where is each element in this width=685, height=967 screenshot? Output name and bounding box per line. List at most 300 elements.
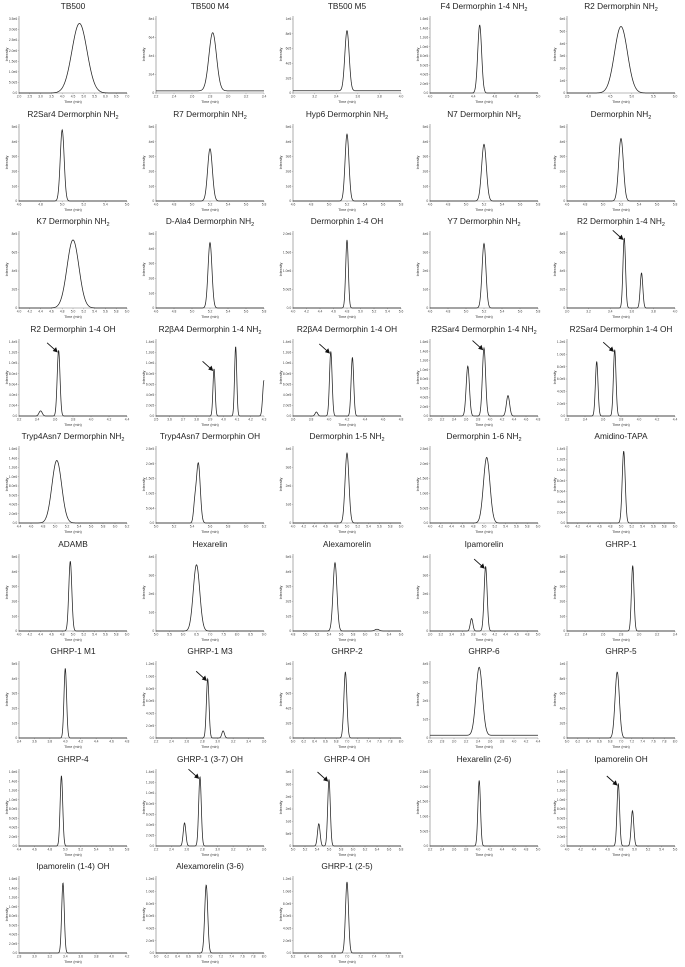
y-tick-label: 2e6 <box>286 484 292 488</box>
axis-frame <box>293 554 401 631</box>
x-tick-label: 5.4 <box>315 847 320 851</box>
x-tick-label: 5.0 <box>464 310 469 314</box>
x-tick-label: 3.6 <box>488 740 493 744</box>
chromatogram-trace <box>567 451 675 523</box>
y-tick-label: 0.0 <box>424 91 429 95</box>
axis-frame <box>293 876 401 953</box>
x-tick-label: 5.2 <box>482 310 487 314</box>
x-tick-label: 5.6 <box>89 525 94 529</box>
panel-title: Hexarelin <box>192 539 227 549</box>
y-tick-label: 1.0e6 <box>283 889 291 893</box>
axis-frame <box>19 124 127 201</box>
x-tick-label: 3.8 <box>309 417 314 421</box>
y-tick-label: 4.0e5 <box>9 503 17 507</box>
y-tick-label: 3e5 <box>286 584 292 588</box>
x-tick-label: 4.4 <box>363 417 368 421</box>
x-axis-label: Time (min) <box>612 853 629 857</box>
x-tick-label: 3.2 <box>17 417 22 421</box>
y-tick-label: 6.0e5 <box>283 382 291 386</box>
chromatogram-panel <box>0 860 134 967</box>
chromatogram-panel <box>548 215 682 322</box>
x-tick-label: 3.6 <box>291 417 296 421</box>
x-tick-label: 5.5 <box>92 95 97 99</box>
x-tick-label: 6.8 <box>608 740 613 744</box>
axis-frame <box>430 661 538 738</box>
chromatogram-panel <box>137 753 271 860</box>
chromatogram-trace <box>293 134 401 201</box>
x-tick-label: 4.0 <box>476 847 481 851</box>
x-tick-label: 3.4 <box>449 632 454 636</box>
y-tick-label: 2e6 <box>286 169 292 173</box>
y-tick-label: 4e5 <box>286 62 292 66</box>
x-tick-label: 4.4 <box>471 95 476 99</box>
y-tick-label: 3e6 <box>423 251 429 255</box>
x-tick-label: 4.0 <box>512 740 517 744</box>
x-tick-label: 4.0 <box>565 847 570 851</box>
x-tick-label: 6.0 <box>363 632 368 636</box>
y-tick-label: 8.0e5 <box>146 902 154 906</box>
y-tick-label: 5e6 <box>12 125 18 129</box>
panel-title: D-Ala4 Dermorphin $NH_2$ <box>166 216 254 228</box>
y-tick-label: 8e5 <box>286 677 292 681</box>
y-tick-label: 8.0e5 <box>146 371 154 375</box>
x-tick-label: 3.8 <box>651 310 656 314</box>
y-axis-label: Intensity <box>553 800 557 814</box>
y-tick-label: 1.0e6 <box>557 352 565 356</box>
x-tick-label: 7.4 <box>366 740 371 744</box>
y-tick-label: 3e6 <box>286 782 292 786</box>
x-tick-label: 3.8 <box>464 847 469 851</box>
chromatogram-panel <box>548 108 682 215</box>
panel-title: Tryp4Asn7 Dermorphin OH <box>160 431 260 441</box>
x-tick-label: 5.5 <box>167 632 172 636</box>
x-tick-label: 6.8 <box>197 955 202 959</box>
x-axis-label: Time (min) <box>612 100 629 104</box>
y-tick-label: 5.0e4 <box>146 506 154 510</box>
panel-title: Hexarelin (2-6) <box>457 754 512 764</box>
y-tick-label: 1e6 <box>286 662 292 666</box>
y-axis-label: Intensity <box>142 800 146 814</box>
x-tick-label: 3.8 <box>476 417 481 421</box>
y-tick-label: 8.0e5 <box>283 902 291 906</box>
x-axis-label: Time (min) <box>201 423 218 427</box>
y-tick-label: 1.0e5 <box>146 492 154 496</box>
x-tick-label: 5.4 <box>503 525 508 529</box>
y-tick-label: 4.0e5 <box>146 822 154 826</box>
x-tick-label: 4.8 <box>399 417 404 421</box>
x-tick-label: 4.2 <box>449 95 454 99</box>
y-tick-label: 2e5 <box>286 76 292 80</box>
y-tick-label: 1.4e6 <box>283 340 291 344</box>
x-tick-label: 4.4 <box>536 740 541 744</box>
x-axis-label: Time (min) <box>338 315 355 319</box>
y-tick-label: 8.0e5 <box>9 807 17 811</box>
y-tick-label: 0 <box>563 199 565 203</box>
x-tick-label: 4.1 <box>235 417 240 421</box>
panel-title: Ipamorelin OH <box>594 754 648 764</box>
chromatogram-trace <box>567 238 675 308</box>
y-tick-label: 5e6 <box>286 125 292 129</box>
y-tick-label: 1.0e6 <box>146 361 154 365</box>
y-tick-label: 0 <box>289 629 291 633</box>
chromatogram-panel <box>274 215 408 322</box>
chromatogram-trace <box>430 780 538 846</box>
y-axis-label: Intensity <box>279 262 283 276</box>
panel-title: Ipamorelin <box>465 539 504 549</box>
chromatogram-trace <box>293 240 401 308</box>
peak-arrow <box>473 340 481 347</box>
y-tick-label: 3e6 <box>286 770 292 774</box>
x-tick-label: 5.0 <box>190 202 195 206</box>
x-tick-label: 4.0 <box>399 95 404 99</box>
x-tick-label: 4.0 <box>291 525 296 529</box>
chromatogram-trace <box>19 776 127 846</box>
axis-frame <box>567 554 675 631</box>
y-axis-label: Intensity <box>553 370 557 384</box>
panel-title: GHRP-5 <box>605 646 637 656</box>
y-tick-label: 6.0e5 <box>420 386 428 390</box>
x-tick-label: 3.4 <box>673 632 678 636</box>
x-tick-label: 4.2 <box>493 632 498 636</box>
chromatogram-trace <box>156 463 264 523</box>
x-tick-label: 8.0 <box>399 740 404 744</box>
y-axis-label: Intensity <box>279 800 283 814</box>
y-tick-label: 2e6 <box>149 277 155 281</box>
x-tick-label: 3.5 <box>154 417 159 421</box>
y-axis-label: Intensity <box>5 262 9 276</box>
y-tick-label: 1.4e5 <box>557 447 565 451</box>
y-tick-label: 1.5e6 <box>9 59 17 63</box>
y-tick-label: 1e6 <box>560 79 566 83</box>
panel-title: GHRP-4 <box>57 754 89 764</box>
y-tick-label: 2.0e4 <box>557 511 565 515</box>
x-tick-label: 4.6 <box>428 310 433 314</box>
y-tick-label: 4e5 <box>423 662 429 666</box>
y-tick-label: 3e6 <box>149 573 155 577</box>
panel-title: GHRP-2 <box>331 646 363 656</box>
x-tick-label: 5.0 <box>71 310 76 314</box>
x-tick-label: 7.4 <box>229 955 234 959</box>
x-tick-label: 4.4 <box>512 417 517 421</box>
x-tick-label: 5.4 <box>77 525 82 529</box>
y-tick-label: 2.5e6 <box>9 38 17 42</box>
x-tick-label: 6.6 <box>323 740 328 744</box>
panel-title: R2Sar4 Dermorphin 1-4 OH <box>570 324 673 334</box>
y-tick-label: 2.0e5 <box>557 834 565 838</box>
chromatogram-trace <box>567 27 675 94</box>
x-tick-label: 7.0 <box>208 955 213 959</box>
x-tick-label: 4.6 <box>428 202 433 206</box>
x-tick-label: 4.0 <box>109 955 114 959</box>
y-tick-label: 0.0 <box>13 951 18 955</box>
chromatogram-panel <box>274 645 408 752</box>
axis-frame <box>19 661 127 738</box>
y-tick-label: 6e5 <box>286 692 292 696</box>
y-tick-label: 1e6 <box>286 184 292 188</box>
y-tick-label: 3e5 <box>423 681 429 685</box>
y-axis-label: Intensity <box>553 262 557 276</box>
x-axis-label: Time (min) <box>475 100 492 104</box>
y-tick-label: 6.0e5 <box>9 816 17 820</box>
x-tick-label: 4.8 <box>334 525 339 529</box>
x-tick-label: 8.5 <box>248 632 253 636</box>
x-tick-label: 7.0 <box>619 740 624 744</box>
y-tick-label: 2e5 <box>286 721 292 725</box>
x-tick-label: 8.0 <box>235 632 240 636</box>
y-tick-label: 1.2e6 <box>146 780 154 784</box>
y-tick-label: 4.0e5 <box>146 711 154 715</box>
panel-title: R2βA4 Dermorphin 1-4 $NH_2$ <box>159 324 262 336</box>
peak-arrow <box>203 361 211 368</box>
x-tick-label: 6.4 <box>387 632 392 636</box>
x-tick-label: 7.5 <box>221 632 226 636</box>
axis-frame <box>156 554 264 631</box>
y-tick-label: 1.4e6 <box>9 886 17 890</box>
axis-frame <box>430 446 538 523</box>
x-tick-label: 4.6 <box>514 632 519 636</box>
x-tick-label: 5.0 <box>154 525 159 529</box>
y-axis-label: Intensity <box>5 907 9 921</box>
x-tick-label: 6.0 <box>351 847 356 851</box>
chromatogram-panel <box>0 753 134 860</box>
axis-frame <box>293 16 401 93</box>
x-tick-label: 6.2 <box>363 847 368 851</box>
y-tick-label: 8e5 <box>560 232 566 236</box>
y-tick-label: 4e4 <box>149 54 155 58</box>
x-axis-label: Time (min) <box>64 315 81 319</box>
x-tick-label: 4.0 <box>291 310 296 314</box>
x-tick-label: 5.2 <box>345 202 350 206</box>
x-tick-label: 4.6 <box>32 847 37 851</box>
x-tick-label: 3.4 <box>452 417 457 421</box>
y-axis-label: Intensity <box>142 477 146 491</box>
y-tick-label: 4e6 <box>149 247 155 251</box>
y-tick-label: 0.0 <box>424 414 429 418</box>
y-tick-label: 2e5 <box>12 288 18 292</box>
panel-title: GHRP-1 (2-5) <box>321 861 372 871</box>
chromatogram-trace <box>430 25 538 93</box>
axis-frame <box>430 124 538 201</box>
axis-frame <box>293 339 401 416</box>
chromatogram-panel <box>274 323 408 430</box>
x-tick-label: 8.0 <box>673 740 678 744</box>
x-tick-label: 5.0 <box>60 202 65 206</box>
x-tick-label: 3.9 <box>208 417 213 421</box>
x-tick-label: 3.4 <box>246 847 251 851</box>
y-tick-label: 6.0e5 <box>146 382 154 386</box>
y-axis-label: Intensity <box>553 155 557 169</box>
y-tick-label: 1.2e6 <box>146 350 154 354</box>
x-tick-label: 3.5 <box>565 95 570 99</box>
y-tick-label: 1.4e6 <box>9 779 17 783</box>
x-tick-label: 5.6 <box>244 310 249 314</box>
x-tick-label: 3.8 <box>194 417 199 421</box>
chromatogram-panel <box>411 215 545 322</box>
peak-arrow <box>47 342 55 349</box>
y-tick-label: 8e5 <box>560 677 566 681</box>
y-tick-label: 1.6e6 <box>9 770 17 774</box>
x-tick-label: 5.6 <box>399 310 404 314</box>
y-tick-label: 1.2e6 <box>283 350 291 354</box>
panel-title: N7 Dermorphin $NH_2$ <box>447 109 521 121</box>
x-tick-label: 2.4 <box>169 740 174 744</box>
x-tick-label: 4.6 <box>109 740 114 744</box>
x-tick-label: 5.8 <box>114 310 119 314</box>
chromatogram-trace <box>293 779 401 846</box>
x-tick-label: 3.2 <box>231 740 236 744</box>
x-tick-label: 9.0 <box>262 632 267 636</box>
x-tick-label: 4.8 <box>41 525 46 529</box>
x-tick-label: 3.4 <box>63 955 68 959</box>
y-tick-label: 1e5 <box>286 614 292 618</box>
y-tick-label: 1.6e6 <box>557 770 565 774</box>
chromatogram-trace <box>156 679 264 738</box>
x-tick-label: 6.2 <box>375 632 380 636</box>
y-tick-label: 5.0e5 <box>420 506 428 510</box>
y-axis-label: Intensity <box>142 262 146 276</box>
x-tick-label: 5.6 <box>103 632 108 636</box>
x-tick-label: 3.8 <box>94 955 99 959</box>
x-tick-label: 5.2 <box>65 525 70 529</box>
y-tick-label: 4e6 <box>423 232 429 236</box>
y-tick-label: 6.0e5 <box>9 923 17 927</box>
x-tick-label: 6.0 <box>291 740 296 744</box>
y-tick-label: 1.6e6 <box>420 17 428 21</box>
y-tick-label: 2e6 <box>423 592 429 596</box>
x-tick-label: 5.0 <box>327 202 332 206</box>
y-tick-label: 8e5 <box>12 232 18 236</box>
y-tick-label: 1e6 <box>149 291 155 295</box>
y-tick-label: 8.0e5 <box>557 807 565 811</box>
y-tick-label: 2e6 <box>560 169 566 173</box>
panel-title: GHRP-1 (3-7) OH <box>177 754 243 764</box>
x-tick-label: 6.0 <box>536 525 541 529</box>
y-tick-label: 6e6 <box>560 17 566 21</box>
x-tick-label: 5.4 <box>366 525 371 529</box>
x-tick-label: 4.8 <box>536 417 541 421</box>
chromatogram-trace <box>293 672 401 738</box>
x-axis-label: Time (min) <box>338 853 355 857</box>
x-tick-label: 3.6 <box>167 417 172 421</box>
chromatogram-trace <box>19 240 127 308</box>
y-tick-label: 1e6 <box>423 184 429 188</box>
axis-frame <box>156 16 264 93</box>
x-tick-label: 3.0 <box>291 95 296 99</box>
y-tick-label: 1e6 <box>286 819 292 823</box>
x-tick-label: 6.2 <box>291 955 296 959</box>
x-axis-label: Time (min) <box>475 208 492 212</box>
y-tick-label: 6e5 <box>560 251 566 255</box>
y-tick-label: 0 <box>563 91 565 95</box>
x-tick-label: 4.8 <box>48 847 53 851</box>
chromatogram-trace <box>567 138 675 200</box>
y-tick-label: 5e6 <box>149 232 155 236</box>
x-tick-label: 6.8 <box>331 955 336 959</box>
panel-title: GHRP-1 M1 <box>50 646 96 656</box>
x-tick-label: 6.4 <box>375 847 380 851</box>
x-tick-label: 4.4 <box>17 525 22 529</box>
x-tick-label: 5.0 <box>154 632 159 636</box>
y-tick-label: 2e4 <box>149 73 155 77</box>
panel-title: R7 Dermorphin $NH_2$ <box>173 109 247 121</box>
x-tick-label: 6.0 <box>181 632 186 636</box>
x-tick-label: 4.2 <box>28 632 33 636</box>
y-tick-label: 2.0e5 <box>146 724 154 728</box>
y-tick-label: 1.0e5 <box>9 361 17 365</box>
chromatogram-panel <box>137 538 271 645</box>
y-axis-label: Intensity <box>5 47 9 61</box>
y-tick-label: 1.6e6 <box>9 447 17 451</box>
x-axis-label: Time (min) <box>201 638 218 642</box>
x-tick-label: 5.4 <box>226 202 231 206</box>
y-tick-label: 0 <box>15 736 17 740</box>
y-axis-label: Intensity <box>5 477 9 491</box>
y-tick-label: 2.0e5 <box>283 939 291 943</box>
y-tick-label: 1.4e6 <box>146 770 154 774</box>
x-tick-label: 6.0 <box>154 955 159 959</box>
y-tick-label: 4.0e5 <box>283 392 291 396</box>
x-tick-label: 4.6 <box>460 525 465 529</box>
y-tick-label: 2.0e5 <box>9 942 17 946</box>
chromatogram-panel <box>274 108 408 215</box>
x-tick-label: 4.0 <box>428 95 433 99</box>
chromatogram-trace <box>567 565 675 630</box>
y-tick-label: 8.0e5 <box>420 377 428 381</box>
x-axis-label: Time (min) <box>64 638 81 642</box>
axis-frame <box>19 446 127 523</box>
y-tick-label: 1.2e6 <box>283 877 291 881</box>
x-tick-label: 5.0 <box>71 632 76 636</box>
y-tick-label: 3e6 <box>560 54 566 58</box>
x-axis-label: Time (min) <box>612 315 629 319</box>
x-tick-label: 3.8 <box>377 95 382 99</box>
x-tick-label: 5.2 <box>482 202 487 206</box>
y-tick-label: 0 <box>426 736 428 740</box>
x-tick-label: 3.6 <box>630 310 635 314</box>
x-tick-label: 4.4 <box>503 632 508 636</box>
y-tick-label: 2.0e4 <box>9 403 17 407</box>
chromatogram-trace <box>19 561 127 631</box>
x-tick-label: 6.2 <box>302 740 307 744</box>
y-tick-label: 1.2e6 <box>420 358 428 362</box>
x-tick-label: 5.2 <box>82 202 87 206</box>
x-tick-label: 5.0 <box>291 847 296 851</box>
x-tick-label: 6.4 <box>586 740 591 744</box>
chromatogram-panel <box>137 860 271 967</box>
x-tick-label: 5.4 <box>92 632 97 636</box>
chromatogram-panel <box>411 108 545 215</box>
y-tick-label: 1.2e6 <box>146 662 154 666</box>
chromatogram-panel <box>411 538 545 645</box>
y-axis-label: Intensity <box>416 155 420 169</box>
x-axis-label: Time (min) <box>338 638 355 642</box>
y-tick-label: 6.0e5 <box>146 812 154 816</box>
chromatogram-panel <box>411 0 545 107</box>
x-tick-label: 4.4 <box>38 310 43 314</box>
x-tick-label: 5.8 <box>339 847 344 851</box>
y-tick-label: 5.0e5 <box>420 829 428 833</box>
y-tick-label: 1e6 <box>149 610 155 614</box>
x-tick-label: 5.4 <box>363 202 368 206</box>
y-tick-label: 1e5 <box>423 718 429 722</box>
y-tick-label: 2e6 <box>12 599 18 603</box>
chromatogram-trace <box>430 457 538 523</box>
x-tick-label: 4.8 <box>291 632 296 636</box>
x-tick-label: 4.2 <box>302 525 307 529</box>
chromatogram-panel <box>411 323 545 430</box>
x-tick-label: 5.0 <box>601 202 606 206</box>
x-tick-label: 3.4 <box>262 95 267 99</box>
